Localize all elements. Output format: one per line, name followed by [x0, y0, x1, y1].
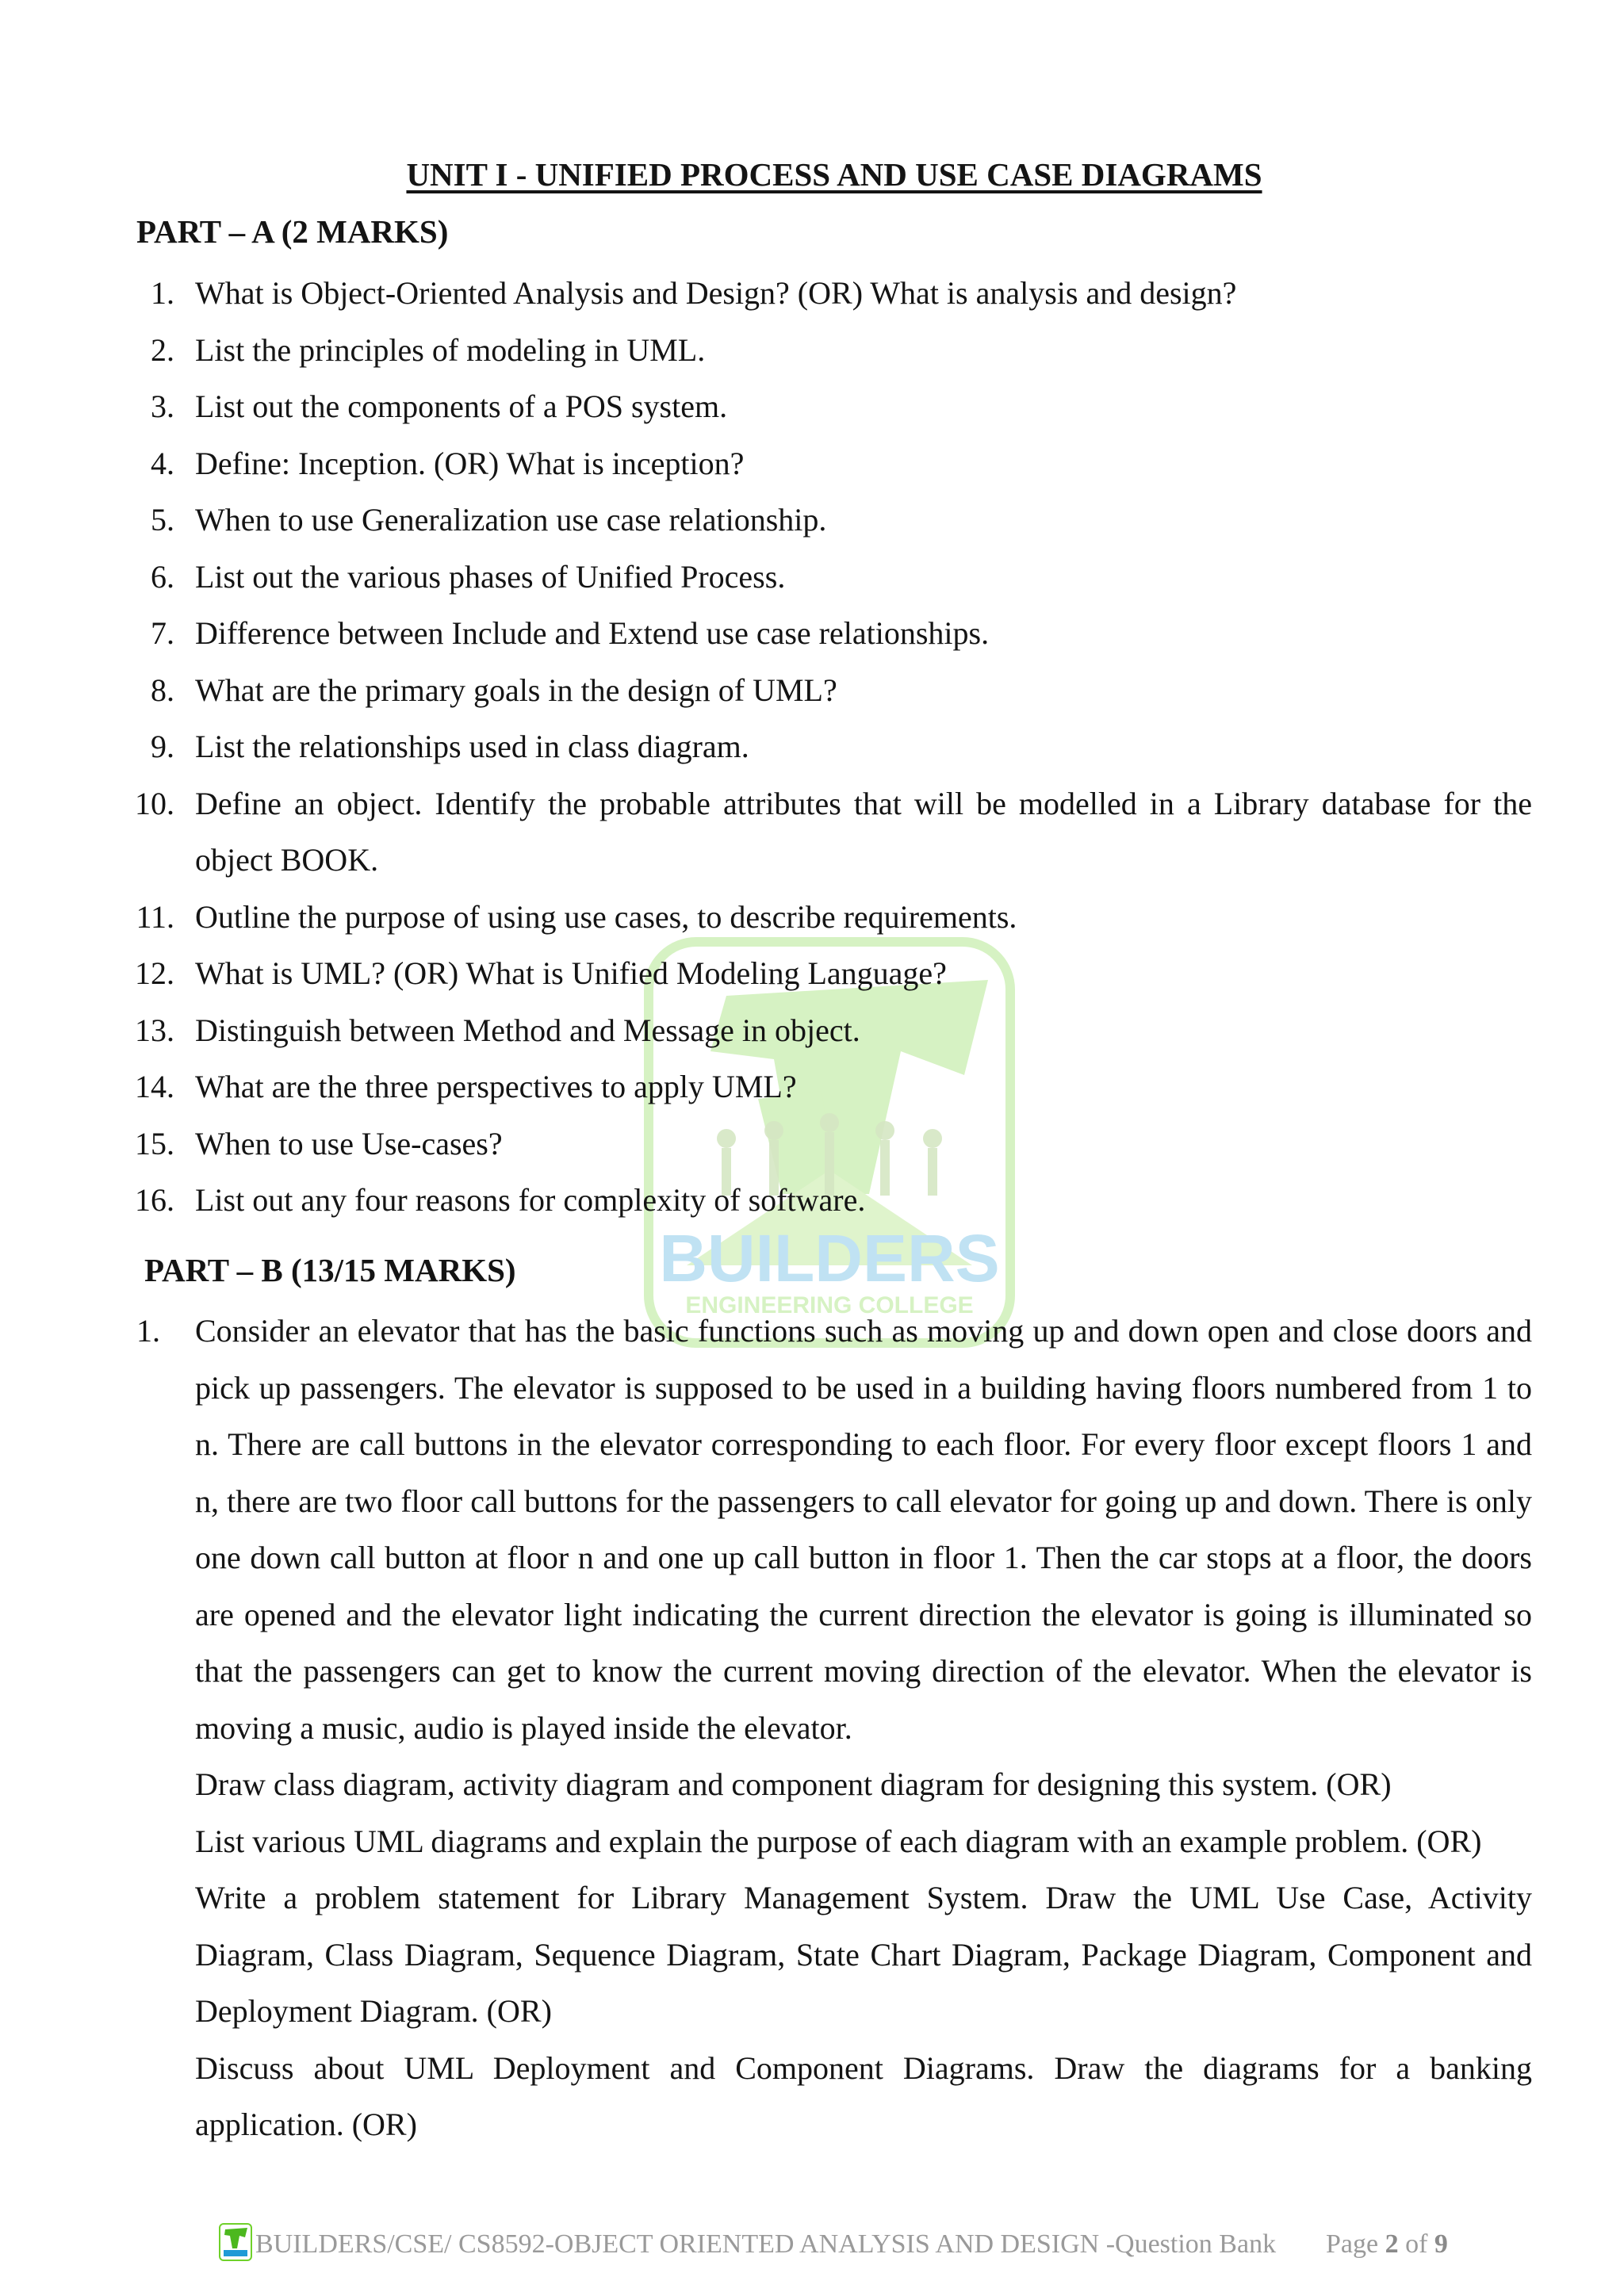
question-number: 1.: [136, 1313, 160, 1349]
question-number: 13.: [135, 1012, 174, 1048]
question-text: List out any four reasons for complexity of software.: [195, 1182, 866, 1218]
question-item: [0, 549, 1624, 606]
question-item: [0, 322, 1624, 379]
question-text: When to use Generalization use case relationship.: [195, 502, 827, 538]
footer-text: BUILDERS/CSE/ CS8592-OBJECT ORIENTED ANALYSIS AND DESIGN -Question Bank: [255, 2229, 1277, 2259]
question-number: 14.: [135, 1069, 174, 1104]
question-item: [0, 662, 1624, 719]
question-number: 2.: [151, 331, 174, 368]
question-number: 5.: [151, 502, 174, 538]
question-item: [0, 889, 1624, 946]
page-number: 2: [1385, 2229, 1399, 2259]
question-text: Define: Inception. (OR) What is inception?: [195, 445, 745, 481]
page-label: Page: [1326, 2229, 1379, 2259]
question-text: List out the various phases of Unified Process.: [195, 558, 786, 595]
question-text: Define an object. Identify the probable attributes that will be modelled in a Library database for the object BOOK.: [195, 785, 1532, 878]
question-item: [0, 1303, 1624, 2153]
question-number: 1.: [151, 275, 174, 311]
question-text: List the principles of modeling in UML.: [195, 331, 706, 368]
part-a-question-list: [0, 265, 1624, 1229]
question-paragraph: Discuss about UML Deployment and Component Diagrams. Draw the diagrams for a banking application. (OR): [195, 2049, 1532, 2142]
question-number: 8.: [151, 672, 174, 708]
question-item: [0, 265, 1624, 322]
question-text: Outline the purpose of using use cases, to describe requirements.: [195, 898, 1017, 935]
question-item: [0, 1115, 1624, 1173]
page-total: 9: [1434, 2229, 1448, 2259]
question-text: Distinguish between Method and Message in object.: [195, 1012, 860, 1048]
question-item: [0, 378, 1624, 435]
question-paragraph: List various UML diagrams and explain the purpose of each diagram with an example problem. (OR): [195, 1823, 1482, 1859]
question-item: [0, 945, 1624, 1002]
question-paragraph: Consider an elevator that has the basic functions such as moving up and down open and close doors and pick up passengers. The elevator is supposed to be used in a building having floors numbered from 1 to n. There are call buttons in the elevator corresponding to each floor. For every floor except floors 1 and n, there are two floor call buttons for the passengers to call elevator for going up and down. There is only one down call button at floor n and one up call button in floor 1. Then the car stops at a floor, the doors are opened and the elevator light indicating the current direction the elevator is going is illuminated so that the passengers can get to know the current moving direction of the elevator. When the elevator is moving a music, audio is played inside the elevator.: [195, 1313, 1532, 1746]
question-text: When to use Use-cases?: [195, 1125, 503, 1161]
question-text: What is UML? (OR) What is Unified Modeling Language?: [195, 955, 947, 991]
part-a-heading: PART – A (2 MARKS): [136, 213, 449, 250]
question-item: [0, 1172, 1624, 1229]
question-item: [0, 605, 1624, 662]
question-number: 12.: [135, 955, 174, 991]
unit-title: UNIT I - UNIFIED PROCESS AND USE CASE DIAGRAMS: [406, 156, 1262, 193]
page-indicator: [1326, 2229, 1448, 2260]
part-b-question-list: [0, 1303, 1624, 2153]
question-number: 7.: [151, 615, 174, 651]
question-text: What are the primary goals in the design of UML?: [195, 672, 837, 708]
question-number: 15.: [135, 1125, 174, 1161]
question-number: 16.: [135, 1182, 174, 1218]
question-item: [0, 718, 1624, 775]
builders-logo-icon: [219, 2223, 252, 2261]
question-number: 6.: [151, 558, 174, 595]
question-paragraph: Write a problem statement for Library Management System. Draw the UML Use Case, Activity Diagram, Class Diagram, Sequence Diagram, State Chart Diagram, Package Diagram, Component and Deployment Diagram. (OR): [195, 1880, 1532, 2029]
question-number: 4.: [151, 445, 174, 481]
question-number: 11.: [136, 898, 174, 935]
question-text: List out the components of a POS system.: [195, 388, 728, 424]
question-item: [0, 492, 1624, 549]
question-paragraph: Draw class diagram, activity diagram and component diagram for designing this system. (OR): [195, 1766, 1392, 1802]
question-number: 10.: [135, 785, 174, 821]
part-b-heading: PART – B (13/15 MARKS): [144, 1252, 516, 1288]
question-text: What is Object-Oriented Analysis and Design? (OR) What is analysis and design?: [195, 275, 1237, 311]
question-text: Difference between Include and Extend use case relationships.: [195, 615, 990, 651]
question-text: What are the three perspectives to apply UML?: [195, 1069, 797, 1104]
question-number: 9.: [151, 729, 174, 764]
question-text: List the relationships used in class diagram.: [195, 729, 749, 764]
question-item: [0, 775, 1624, 889]
question-item: [0, 1002, 1624, 1059]
question-number: 3.: [151, 388, 174, 424]
question-item: [0, 1058, 1624, 1115]
watermark-subtitle: ENGINEERING COLLEGE: [685, 1292, 974, 1318]
of-label: of: [1405, 2229, 1428, 2259]
question-item: [0, 435, 1624, 492]
watermark-title: BUILDERS: [659, 1221, 1000, 1295]
